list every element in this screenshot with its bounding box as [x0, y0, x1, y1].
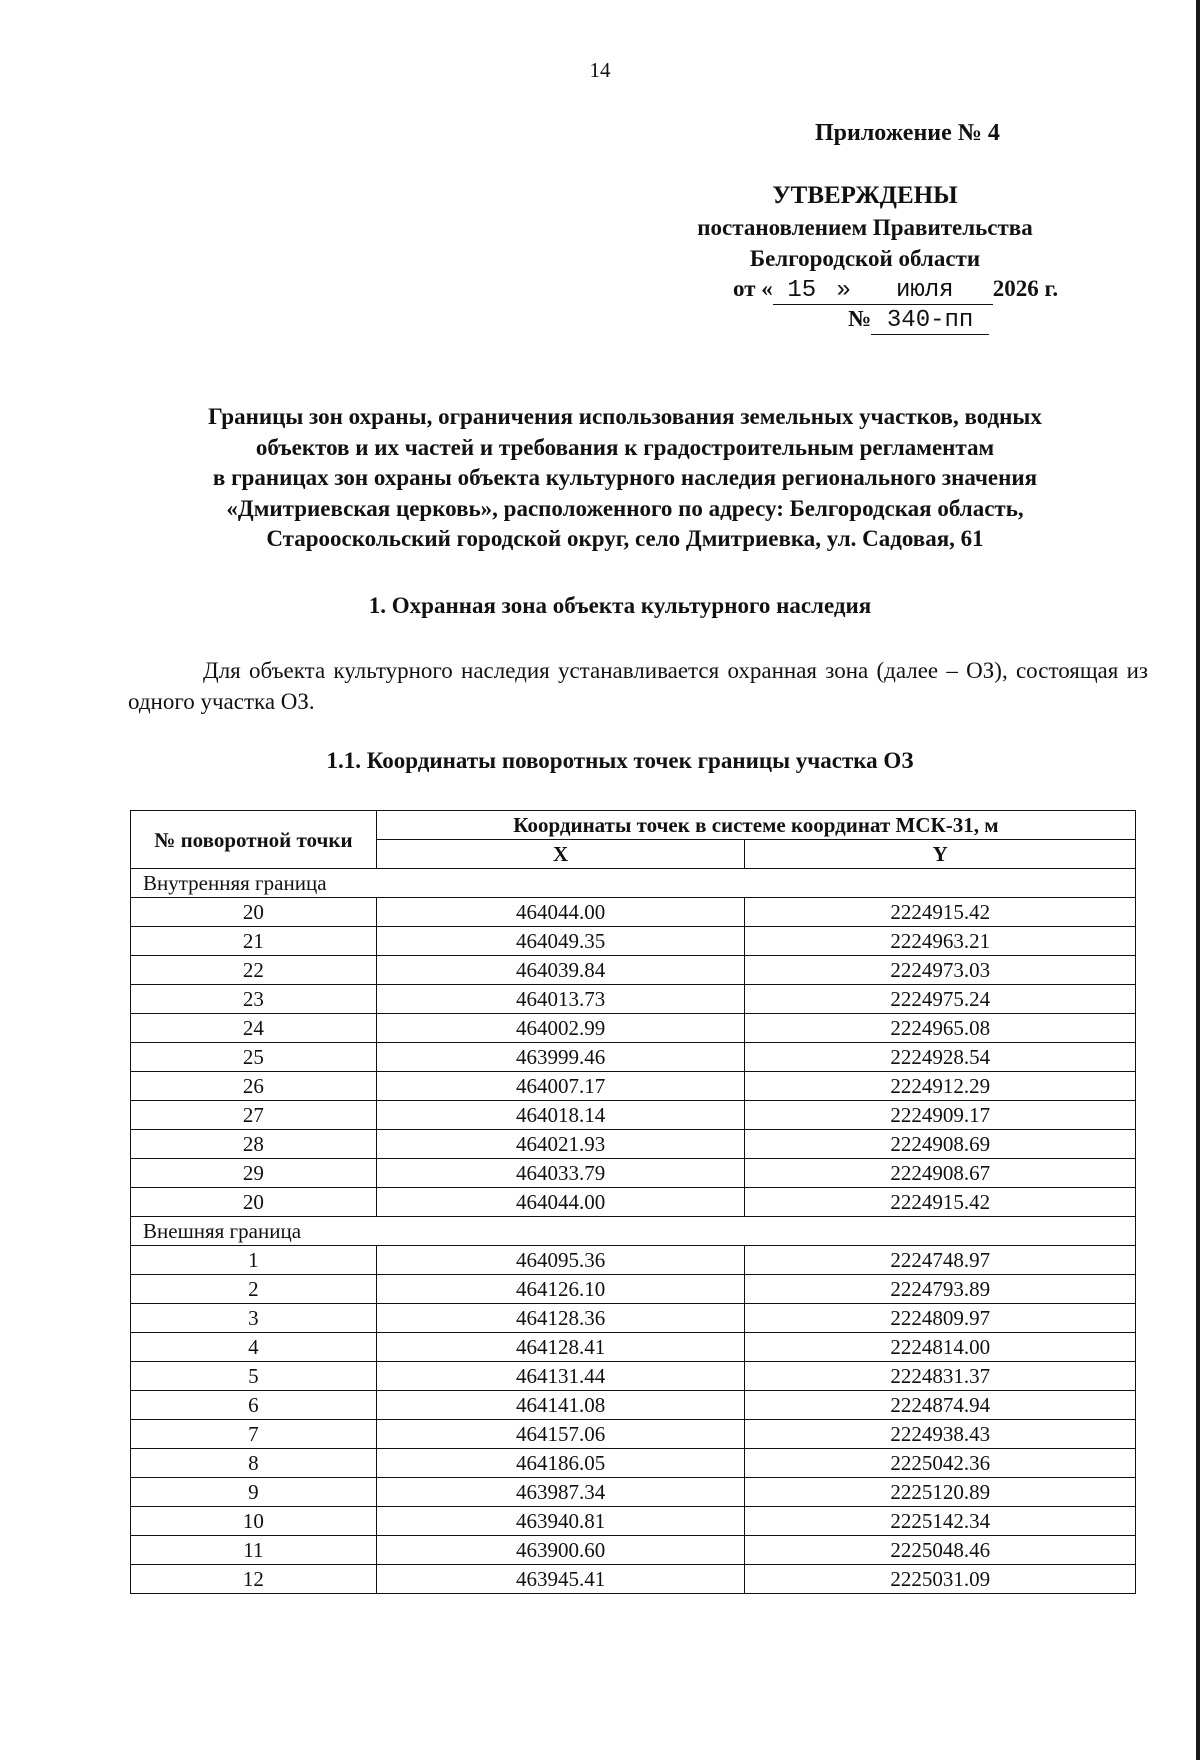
group-row	[131, 869, 1136, 898]
table-row	[131, 1362, 1136, 1391]
number-value: 340-пп	[871, 307, 989, 335]
point-number-cell: 7	[131, 1420, 377, 1449]
table-body	[131, 869, 1136, 1594]
y-cell: 2225120.89	[745, 1478, 1136, 1507]
y-cell: 2224748.97	[745, 1246, 1136, 1275]
point-number-cell: 12	[131, 1565, 377, 1594]
approval-number	[848, 306, 989, 335]
y-cell: 2224793.89	[745, 1275, 1136, 1304]
page-number: 14	[589, 58, 611, 82]
group-label: Внутренняя граница	[131, 869, 1136, 898]
table-row	[131, 1449, 1136, 1478]
point-number-cell: 9	[131, 1478, 377, 1507]
y-cell: 2224831.37	[745, 1362, 1136, 1391]
y-cell: 2224908.67	[745, 1159, 1136, 1188]
x-cell: 463900.60	[376, 1536, 745, 1565]
title-line: «Дмитриевская церковь», расположенного по адресу: Белгородская область,	[226, 495, 1024, 521]
coordinates-table	[130, 810, 1136, 1594]
title-line: Старооскольский городской округ, село Дмитриевка, ул. Садовая, 61	[266, 526, 984, 551]
x-cell: 463940.81	[376, 1507, 745, 1536]
table-row	[131, 1304, 1136, 1333]
table-row	[131, 985, 1136, 1014]
date-prefix: от «	[733, 276, 773, 301]
x-cell: 464095.36	[376, 1246, 745, 1275]
y-cell: 2224814.00	[745, 1333, 1136, 1362]
header-y: Y	[745, 840, 1136, 869]
body-paragraph	[128, 655, 1148, 717]
y-cell: 2224809.97	[745, 1304, 1136, 1333]
table-row	[131, 1014, 1136, 1043]
y-cell: 2224915.42	[745, 1188, 1136, 1217]
date-year: 2026 г.	[992, 276, 1059, 301]
title-line: в границах зон охраны объекта культурного наследия регионального значения	[212, 465, 1038, 490]
table-row	[131, 1507, 1136, 1536]
table-row	[131, 1246, 1136, 1275]
x-cell: 464018.14	[376, 1101, 745, 1130]
table-row	[131, 1101, 1136, 1130]
x-cell: 464002.99	[376, 1014, 745, 1043]
x-cell: 464044.00	[376, 898, 745, 927]
x-cell: 464039.84	[376, 956, 745, 985]
x-cell: 464049.35	[376, 927, 745, 956]
x-cell: 464186.05	[376, 1449, 745, 1478]
point-number-cell: 26	[131, 1072, 377, 1101]
point-number-cell: 10	[131, 1507, 377, 1536]
table-row	[131, 1130, 1136, 1159]
point-number-cell: 3	[131, 1304, 377, 1333]
table-row	[131, 956, 1136, 985]
y-cell: 2225048.46	[745, 1536, 1136, 1565]
number-prefix: №	[848, 306, 872, 331]
approval-line-1: постановлением Правительства	[697, 215, 1033, 240]
table-row	[131, 1536, 1136, 1565]
table-row	[131, 1043, 1136, 1072]
table-row	[131, 1188, 1136, 1217]
table-row	[131, 927, 1136, 956]
x-cell: 464157.06	[376, 1420, 745, 1449]
subsection-title: 1.1. Координаты поворотных точек границы участка ОЗ	[326, 748, 914, 773]
date-day: 15	[773, 277, 831, 305]
x-cell: 464128.41	[376, 1333, 745, 1362]
date-month: июля	[857, 277, 993, 305]
date-mid: »	[831, 277, 857, 305]
x-cell: 463999.46	[376, 1043, 745, 1072]
x-cell: 464128.36	[376, 1304, 745, 1333]
x-cell: 464131.44	[376, 1362, 745, 1391]
y-cell: 2224975.24	[745, 985, 1136, 1014]
x-cell: 464141.08	[376, 1391, 745, 1420]
table-row	[131, 1275, 1136, 1304]
table-row	[131, 898, 1136, 927]
paragraph-text: Для объекта культурного наследия устанавливается охранная зона (далее – ОЗ), состоящая из одного участка ОЗ.	[128, 658, 1148, 714]
point-number-cell: 21	[131, 927, 377, 956]
y-cell: 2225042.36	[745, 1449, 1136, 1478]
group-label: Внешняя граница	[131, 1217, 1136, 1246]
x-cell: 463987.34	[376, 1478, 745, 1507]
x-cell: 464044.00	[376, 1188, 745, 1217]
point-number-cell: 8	[131, 1449, 377, 1478]
point-number-cell: 11	[131, 1536, 377, 1565]
point-number-cell: 1	[131, 1246, 377, 1275]
point-number-cell: 27	[131, 1101, 377, 1130]
point-number-cell: 29	[131, 1159, 377, 1188]
x-cell: 464007.17	[376, 1072, 745, 1101]
point-number-cell: 25	[131, 1043, 377, 1072]
approval-date	[733, 276, 1058, 305]
point-number-cell: 28	[131, 1130, 377, 1159]
group-row	[131, 1217, 1136, 1246]
table-row	[131, 1420, 1136, 1449]
table-row	[131, 1478, 1136, 1507]
approval-block	[600, 180, 1130, 274]
y-cell: 2224965.08	[745, 1014, 1136, 1043]
y-cell: 2224963.21	[745, 927, 1136, 956]
point-number-cell: 23	[131, 985, 377, 1014]
y-cell: 2224874.94	[745, 1391, 1136, 1420]
point-number-cell: 4	[131, 1333, 377, 1362]
y-cell: 2225031.09	[745, 1565, 1136, 1594]
table-row	[131, 1391, 1136, 1420]
y-cell: 2224915.42	[745, 898, 1136, 927]
y-cell: 2224973.03	[745, 956, 1136, 985]
point-number-cell: 6	[131, 1391, 377, 1420]
point-number-cell: 24	[131, 1014, 377, 1043]
point-number-cell: 2	[131, 1275, 377, 1304]
y-cell: 2225142.34	[745, 1507, 1136, 1536]
table-row	[131, 1072, 1136, 1101]
x-cell: 464013.73	[376, 985, 745, 1014]
scan-edge	[1196, 0, 1200, 1760]
header-x: X	[376, 840, 745, 869]
x-cell: 464126.10	[376, 1275, 745, 1304]
approval-line-2: Белгородской области	[749, 246, 981, 271]
y-cell: 2224928.54	[745, 1043, 1136, 1072]
approval-heading: УТВЕРЖДЕНЫ	[772, 182, 958, 209]
title-line: Границы зон охраны, ограничения использования земельных участков, водных	[208, 404, 1042, 429]
header-point-number: № поворотной точки	[131, 811, 377, 869]
x-cell: 464033.79	[376, 1159, 745, 1188]
point-number-cell: 5	[131, 1362, 377, 1391]
header-coordinates: Координаты точек в системе координат МСК-31, м	[376, 811, 1135, 840]
x-cell: 464021.93	[376, 1130, 745, 1159]
y-cell: 2224912.29	[745, 1072, 1136, 1101]
y-cell: 2224908.69	[745, 1130, 1136, 1159]
section-title: 1. Охранная зона объекта культурного наследия	[368, 593, 872, 618]
x-cell: 463945.41	[376, 1565, 745, 1594]
point-number-cell: 20	[131, 898, 377, 927]
y-cell: 2224909.17	[745, 1101, 1136, 1130]
point-number-cell: 20	[131, 1188, 377, 1217]
table-row	[131, 1333, 1136, 1362]
y-cell: 2224938.43	[745, 1420, 1136, 1449]
table-row	[131, 1159, 1136, 1188]
table-row	[131, 1565, 1136, 1594]
title-line: объектов и их частей и требования к градостроительным регламентам	[255, 434, 995, 460]
point-number-cell: 22	[131, 956, 377, 985]
document-title	[120, 402, 1130, 555]
appendix-label: Приложение № 4	[815, 120, 1000, 146]
